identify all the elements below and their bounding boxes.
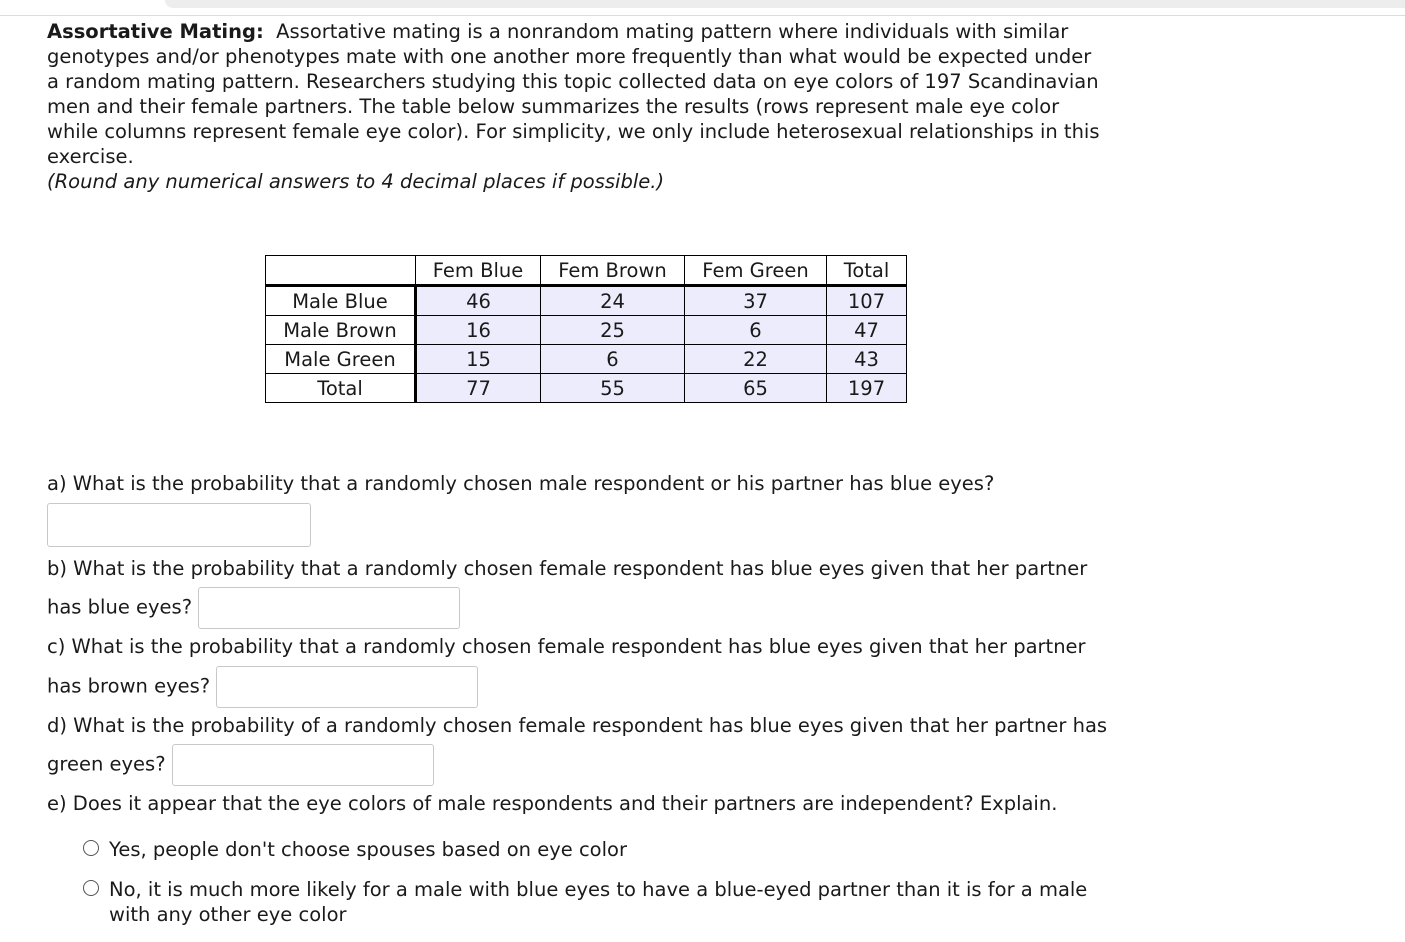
answer-a-input[interactable] [47,503,311,547]
question-c [47,629,1117,708]
option-no-label: No, it is much more likely for a male with blue eyes to have a blue-eyed partner than it is for a male with any other eye color [109,877,1088,926]
table-header-row [266,256,907,286]
table-header-fem-brown: Fem Brown [541,256,685,286]
table-row [266,345,907,374]
questions-section [47,466,1117,942]
table-header-fem-green: Fem Green [685,256,827,286]
table-header-fem-blue: Fem Blue [416,256,541,286]
top-bar [165,0,1405,8]
rounding-note: (Round any numerical answers to 4 decimal places if possible.) [47,170,665,193]
table-row [266,374,907,403]
question-e-text: e) Does it appear that the eye colors of male respondents and their partners are independent? Explain. [47,792,1058,815]
option-no[interactable] [83,877,1117,927]
question-d [47,708,1117,787]
table-cell: 47 [827,316,907,345]
radio-button[interactable] [83,880,99,896]
answer-options [83,837,1117,927]
table-cell: 22 [685,345,827,374]
row-label-male-green: Male Green [266,345,416,374]
table-cell: 15 [416,345,541,374]
question-b [47,551,1117,630]
answer-d-input[interactable] [172,744,434,786]
table-header-total: Total [827,256,907,286]
table-header-corner [266,256,416,286]
intro-heading: Assortative Mating: [47,20,264,43]
table-cell: 16 [416,316,541,345]
problem-intro [47,19,1107,194]
intro-text: Assortative mating is a nonrandom mating pattern where individuals with similar genotypes and/or phenotypes mate with one another more frequently than what would be expected under a random mating pattern. Researchers studying this topic collected data on eye colors of 197 Scandinavian men and their female partners. The table below summarizes the results (rows represent male eye color while columns represent female eye color). For simplicity, we only include heterosexual relationships in this exercise. [47,20,1100,168]
eye-color-table [265,255,907,403]
table-cell: 107 [827,286,907,316]
table-cell: 37 [685,286,827,316]
question-c-text: c) What is the probability that a randomly chosen female respondent has blue eyes given that her partner has brown eyes? [47,635,1086,697]
row-label-male-blue: Male Blue [266,286,416,316]
question-e [47,786,1117,823]
table-row [266,316,907,345]
table-cell: 46 [416,286,541,316]
table-cell: 6 [541,345,685,374]
question-d-text: d) What is the probability of a randomly chosen female respondent has blue eyes given that her partner has green eyes? [47,713,1108,776]
question-a-text: a) What is the probability that a randomly chosen male respondent or his partner has blue eyes? [47,472,995,495]
top-divider [0,15,1405,16]
question-b-text: b) What is the probability that a randomly chosen female respondent has blue eyes given that her partner has blue eyes? [47,556,1088,619]
table-cell: 197 [827,374,907,403]
answer-b-input[interactable] [198,587,460,629]
answer-c-input[interactable] [216,666,478,708]
table-cell: 25 [541,316,685,345]
table-cell: 43 [827,345,907,374]
table-row [266,286,907,316]
row-label-male-brown: Male Brown [266,316,416,345]
option-yes-label: Yes, people don't choose spouses based on eye color [109,837,627,861]
radio-button[interactable] [83,840,99,856]
table-cell: 65 [685,374,827,403]
table-cell: 55 [541,374,685,403]
option-yes[interactable] [83,837,1117,862]
table-cell: 77 [416,374,541,403]
question-a [47,466,1117,503]
table-cell: 24 [541,286,685,316]
table-cell: 6 [685,316,827,345]
row-label-total: Total [266,374,416,403]
